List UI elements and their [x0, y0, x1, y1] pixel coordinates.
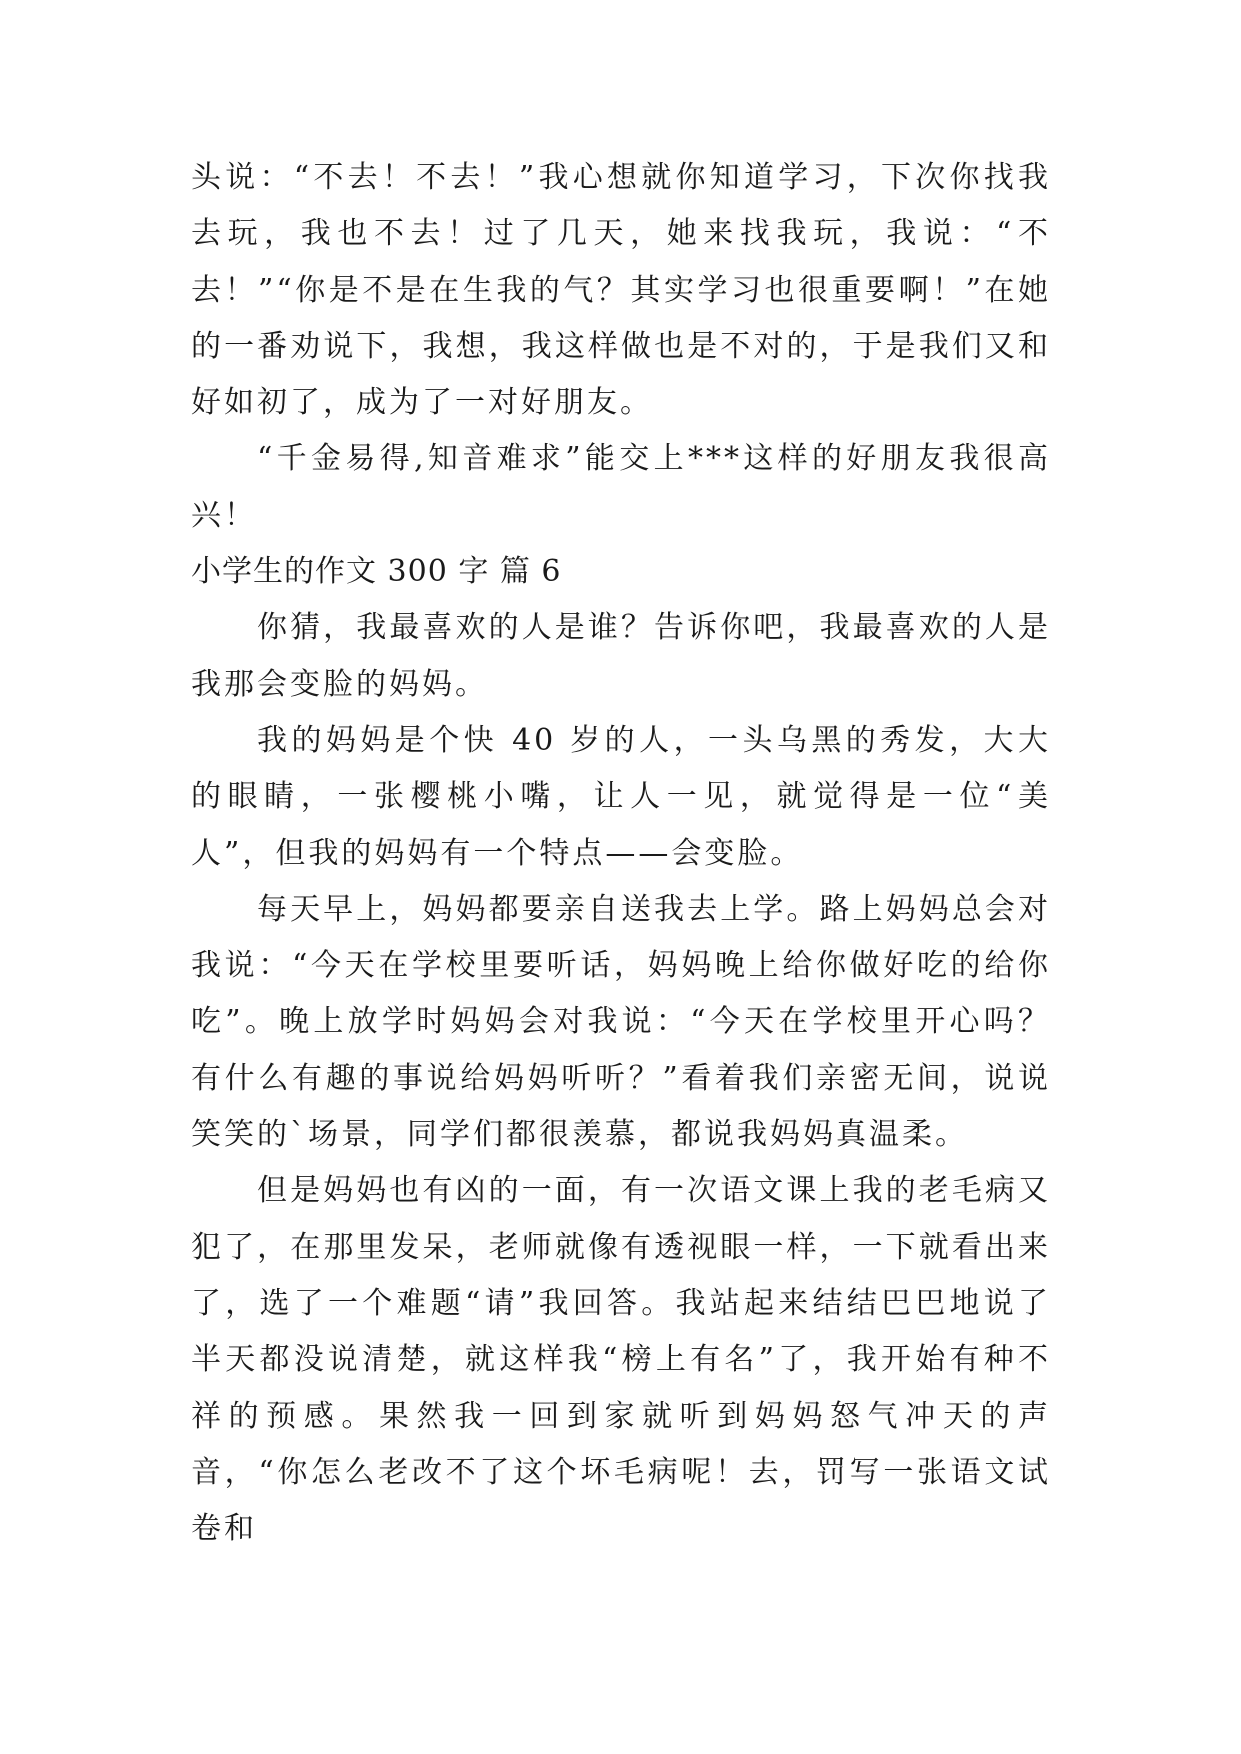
paragraph-strict-side: 但是妈妈也有凶的一面，有一次语文课上我的老毛病又犯了，在那里发呆，老师就像有透视眼一样，一下就看出来了，选了一个难题“请”我回答。我站起来结结巴巴地说了半天都没说清楚，就这样我“榜上有名”了，我开始有种不祥的预感。果然我一回到家就听到妈妈怒气冲天的声音，“你怎么老改不了这个坏毛病呢！去，罚写一张语文试卷和 [191, 1173, 1051, 1547]
paragraph-proverb: “千金易得,知音难求”能交上***这样的好朋友我很高兴！ [191, 441, 1051, 533]
document-body [191, 150, 1051, 1557]
paragraph-continuation: 头说：“不去！不去！”我心想就你知道学习，下次你找我去玩，我也不去！过了几天，她来找我玩，我说：“不去！”“你是不是在生我的气？其实学习也很重要啊！”在她的一番劝说下，我想，我这样做也是不对的，于是我们又和好如初了，成为了一对好朋友。 [191, 160, 1051, 421]
section-heading: 小学生的作文 300 字 篇 6 [191, 554, 562, 590]
paragraph-mother-appearance: 我的妈妈是个快 40 岁的人，一头乌黑的秀发，大大的眼睛，一张樱桃小嘴，让人一见，就觉得是一位“美人”，但我的妈妈有一个特点——会变脸。 [191, 722, 1051, 871]
paragraph-gentle-side: 每天早上，妈妈都要亲自送我去上学。路上妈妈总会对我说：“今天在学校里要听话，妈妈晚上给你做好吃的给你吃”。晚上放学时妈妈会对我说：“今天在学校里开心吗？有什么有趣的事说给妈妈听听？”看着我们亲密无间，说说笑笑的`场景，同学们都很羡慕，都说我妈妈真温柔。 [191, 891, 1051, 1153]
paragraph-intro: 你猜，我最喜欢的人是谁？告诉你吧，我最喜欢的人是我那会变脸的妈妈。 [191, 610, 1051, 702]
